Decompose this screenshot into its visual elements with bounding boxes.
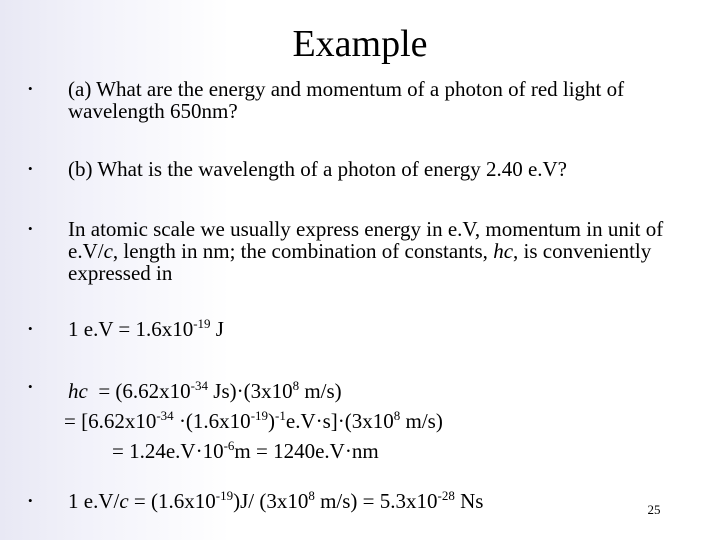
hc-symbol: hc [68, 379, 88, 403]
bullet-dot: • [28, 493, 33, 508]
units-text-c: c [103, 239, 113, 263]
bullet-dot: • [28, 161, 33, 176]
hc-l1-sup2: 8 [292, 378, 300, 393]
units-text-1: In atomic scale we usually express energy in e.V, momentum in unit of e.V/ [68, 217, 664, 263]
bullet-item-momentum [68, 490, 628, 512]
hc-l2-b: ·(1.6x10 [173, 409, 251, 433]
hc-l1-a: = (6.62x10 [87, 379, 191, 403]
hc-line-3 [68, 436, 688, 466]
mom-sup2: 8 [308, 488, 315, 503]
mom-sup3: -28 [437, 488, 455, 503]
mom-text-3: )J/ (3x10 [233, 489, 309, 513]
hc-l3-a: = 1.24e.V·10 [112, 439, 224, 463]
bullet-item-units [68, 218, 688, 284]
item-b-text: (b) What is the wavelength of a photon of energy 2.40 e.V? [68, 157, 567, 181]
hc-line-1 [68, 379, 342, 403]
bullet-dot: • [28, 379, 33, 394]
hc-l1-b: Js)·(3x10 [208, 379, 293, 403]
hc-l2-e: m/s) [400, 409, 443, 433]
hc-l2-sup2: -19 [250, 408, 269, 423]
item-a-text: (a) What are the energy and momentum of a photon of red light of wavelength 650nm? [68, 77, 625, 123]
hc-l2-sup3: -1 [275, 408, 286, 423]
ev-text-2: J [210, 317, 224, 341]
mom-text-5: Ns [454, 489, 484, 513]
hc-line-2 [64, 406, 688, 436]
bullet-item-hc [64, 376, 688, 466]
units-text-hc: hc [493, 239, 514, 263]
hc-l2-sup4: 8 [393, 408, 401, 423]
mom-text-c: c [119, 489, 129, 513]
mom-sup1: -19 [215, 488, 234, 503]
bullet-item-a [68, 78, 688, 122]
units-text-3: , is conveniently expressed in [68, 239, 652, 285]
hc-l3-sup1: -6 [223, 438, 235, 453]
hc-l3-b: m = 1240e.V·nm [234, 439, 379, 463]
hc-l2-a: = [6.62x10 [64, 409, 157, 433]
page-number: 25 [647, 502, 661, 517]
hc-l2-d: e.V·s]·(3x10 [285, 409, 394, 433]
slide-title: Example [292, 23, 428, 65]
ev-exponent: -19 [193, 316, 211, 331]
mom-text-1: 1 e.V/ [68, 489, 120, 513]
hc-l2-c: ) [268, 409, 276, 433]
hc-l2-sup1: -34 [156, 408, 174, 423]
mom-text-4: m/s) = 5.3x10 [314, 489, 438, 513]
hc-l1-sup1: -34 [190, 378, 209, 393]
ev-text-1: 1 e.V = 1.6x10 [68, 317, 194, 341]
mom-text-2: = (1.6x10 [128, 489, 216, 513]
units-text-2: , length in nm; the combination of constants, [112, 239, 494, 263]
bullet-dot: • [28, 221, 33, 236]
bullet-dot: • [28, 321, 33, 336]
hc-l1-c: m/s) [299, 379, 342, 403]
bullet-dot: • [28, 81, 33, 96]
bullet-item-ev [68, 318, 688, 340]
bullet-item-b [68, 158, 688, 180]
